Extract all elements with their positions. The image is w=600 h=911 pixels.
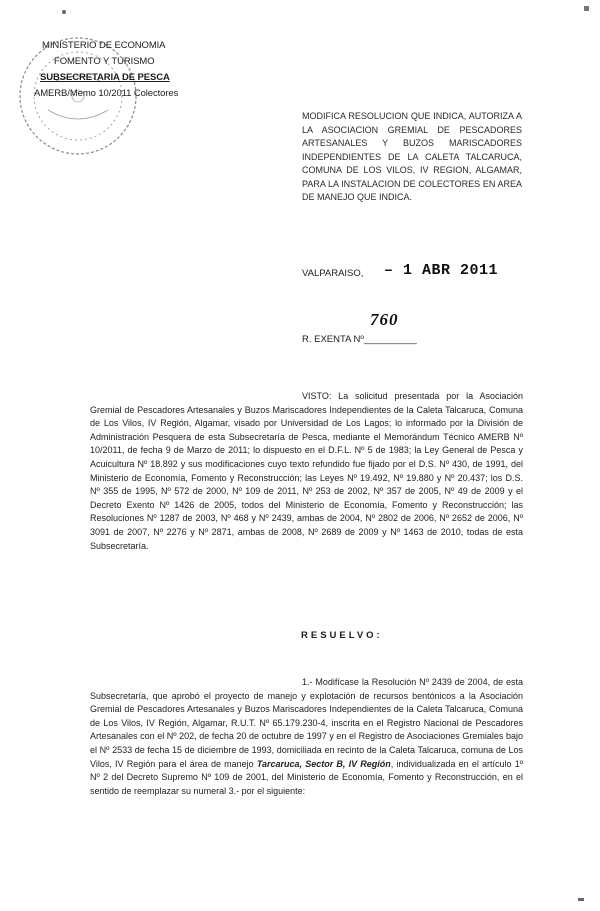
scan-mark: [62, 10, 66, 14]
resuelvo-heading: RESUELVO:: [301, 630, 383, 641]
memo-reference: AMERB/Memo 10/2011 Colectores: [34, 88, 179, 99]
scan-mark: [578, 898, 584, 901]
visto-paragraph: VISTO: La solicitud presentada por la Asociación Gremial de Pescadores Artesanales y Buzos Mariscadores Independientes de la Caleta Talcaruca, Comuna de Los Vilos, IV Región, Algamar, visado por Universidad de Los Lagos; lo informado por la División de Administración Pesquera de esta Subsecretaría de Pesca, mediante el Memorándum Técnico AMERB Nº 10/2011, de fecha 9 de Marzo de 2011; lo dispuesto en el D.F.L. Nº 5 de 1983; la Ley General de Pesca y Acuicultura Nº 18.892 y sus modificaciones cuyo texto refundido fue fijado por el D.S. Nº 430, de 1991, del Ministerio de Economía, Fomento y Reconstrucción; las Leyes Nº 19.492, Nº 19.880 y Nº 20.437; los D.S. Nº 355 de 1995, Nº 572 de 2000, Nº 109 de 2011, Nº 253 de 2002, Nº 357 de 2005, Nº 49 de 2009 y el Decreto Exento Nº 1426 de 2005, todos del Ministerio de Economía, Fomento y Reconstrucción; las Resoluciones Nº 1287 de 2003, Nº 468 y Nº 2439, ambas de 2004, Nº 2802 de 2006, Nº 2652 de 2006, Nº 3091 de 2007, Nº 2276 y Nº 2871, ambas de 2008, Nº 2689 de 2009 y Nº 1463 de 2010, todas de esta Subsecretaría.: [90, 391, 523, 551]
resuelvo-text-part2: , individualizada en el artículo 1º Nº 2 del Decreto Supremo Nº 109 de 2001, del Ministerio de Economía, Fomento y Reconstrucción, en el sentido de reemplazar su numeral 3.- por el siguiente:: [90, 758, 523, 796]
resolution-number: 760: [370, 310, 399, 329]
resolution-label: R. EXENTA Nº__________: [302, 334, 417, 345]
scan-mark: [584, 6, 589, 11]
city-label: VALPARAISO,: [302, 268, 364, 279]
resuelvo-paragraph: [90, 676, 523, 798]
subsecretaria-name: SUBSECRETARIA DE PESCA: [40, 72, 170, 83]
resuelvo-text-part1: 1.- Modifícase la Resolución Nº 2439 de 2004, de esta Subsecretaría, que aprobó el proyecto de manejo y explotación de recursos bentónicos a la Asociación Gremial de Pescadores Artesanales y Buzos Mariscadores Independientes de la Caleta Talcaruca, Comuna de Los Vilos, IV Región, Algamar, R.U.T. Nº 65.179.230-4, inscrita en el Registro Nacional de Pescadores Artesanales con el Nº 202, de fecha 20 de octubre de 1997 y en el Registro de Asociaciones Gremiales bajo el Nº 2533 de fecha 15 de diciembre de 1993, domiciliada en recinto de la Caleta Talcaruca, comuna de Los Vilos, IV Región para el área de manejo: [90, 677, 523, 769]
ministry-subtitle: FOMENTO Y TURISMO: [54, 56, 155, 67]
resolution-title: MODIFICA RESOLUCION QUE INDICA, AUTORIZA A LA ASOCIACION GREMIAL DE PESCADORES ARTESANALES Y BUZOS MARISCADORES INDEPENDIENTES DE LA CALETA TALCARUCA, COMUNA DE LOS VILOS, IV REGION, ALGAMAR, PARA LA INSTALACION DE COLECTORES EN AREA DE MANEJO QUE INDICA.: [302, 111, 522, 202]
ministry-name: MINISTERIO DE ECONOMIA: [42, 40, 166, 51]
date-stamp: – 1 ABR 2011: [384, 262, 499, 279]
area-name-emphasis: Tarcaruca, Sector B, IV Región: [256, 758, 391, 769]
